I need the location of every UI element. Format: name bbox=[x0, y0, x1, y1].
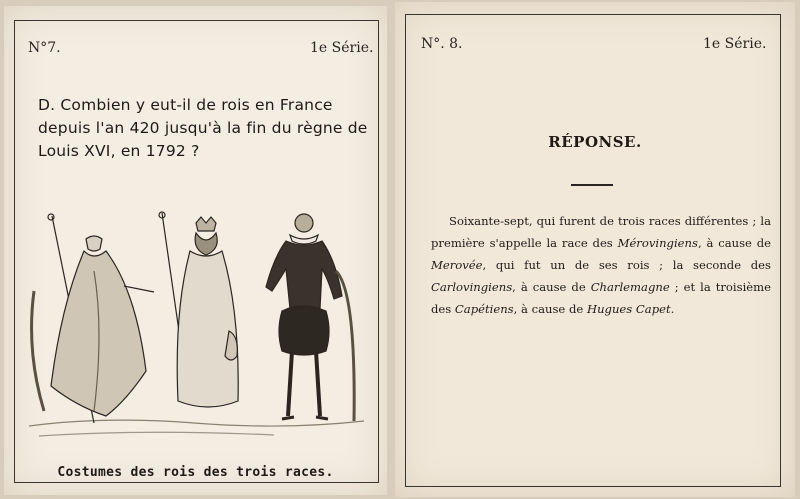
card-number: N°. 8. bbox=[421, 36, 463, 52]
name-carlovingiens: Carlovingiens bbox=[431, 280, 513, 294]
name-merovingiens: Mérovingiens bbox=[617, 236, 698, 250]
name-merovee: Merovée bbox=[431, 258, 483, 272]
card-number: N°7. bbox=[28, 40, 61, 56]
answer-text: Soixante-sept, qui furent de trois races différentes ; la première s'appelle la race des Mérovingiens, à cause de Merovée, qui fut un de ses rois ; la seconde des Carlovingiens, à cause de Charlemagne ; et la troisième des Capétiens, à cause de Hugues Capet. bbox=[431, 214, 771, 316]
title-divider bbox=[571, 184, 613, 186]
card-series: 1e Série. bbox=[310, 40, 374, 56]
answer-title: RÉPONSE. bbox=[548, 133, 642, 151]
question-text: D. Combien y eut-il de rois en France depuis l'an 420 jusqu'à la fin du règne de Louis XVI, en 1792 ? bbox=[38, 96, 368, 160]
question-card bbox=[4, 6, 387, 495]
name-capetiens: Capétiens bbox=[454, 302, 514, 316]
name-charlemagne: Charlemagne bbox=[590, 280, 670, 294]
kings-costumes-illustration bbox=[24, 211, 369, 451]
illustration-caption: Costumes des rois des trois races. bbox=[57, 465, 334, 480]
answer-card bbox=[395, 2, 795, 497]
card-series: 1e Série. bbox=[703, 36, 767, 52]
name-hugues-capet: Hugues Capet bbox=[586, 302, 671, 316]
